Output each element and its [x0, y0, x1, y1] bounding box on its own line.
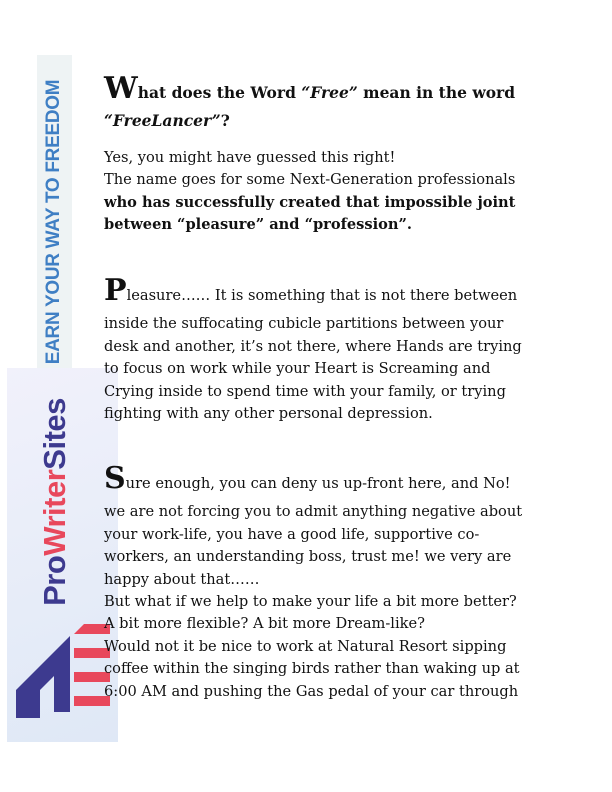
brand-logo-icon	[14, 612, 110, 724]
text-line: fighting with any other personal depression.	[104, 405, 433, 423]
brand-pro: Pro	[37, 555, 72, 606]
heading-free: “Free”	[301, 83, 358, 102]
text-line: Yes, you might have guessed this right!	[104, 149, 396, 166]
heading-freelancer: “FreeLancer”	[104, 111, 221, 130]
text-line: who has successfully created that impossible joint	[104, 193, 516, 211]
drop-cap: W	[104, 71, 138, 106]
heading-text: ?	[220, 111, 230, 130]
text-line: coffee within the singing birds rather than waking up at	[104, 660, 520, 678]
text-line: But what if we help to make your life a bit more better?	[104, 593, 517, 611]
text-line: ure enough, you can deny us up-front here, and No!	[125, 475, 511, 492]
drop-cap: P	[104, 273, 127, 308]
text-line: desk and another, it’s not there, where Hands are trying	[104, 337, 522, 355]
text-line: workers, an understanding boss, trust me! we very are	[104, 548, 512, 566]
intro-paragraph	[104, 147, 584, 237]
pleasure-paragraph	[104, 273, 584, 425]
text-line: we are not forcing you to admit anything negative about	[104, 503, 523, 521]
sure-paragraph	[104, 461, 584, 703]
text-line: between “pleasure” and “profession”.	[104, 216, 412, 234]
text-line: A bit more flexible? A bit more Dream-like?	[104, 615, 425, 633]
brand-writer: Writer	[37, 469, 72, 556]
text-line: to focus on work while your Heart is Screaming and	[104, 360, 491, 378]
text-line: 6:00 AM and pushing the Gas pedal of your car through	[104, 682, 519, 700]
text-line: Would not it be nice to work at Natural Resort sipping	[104, 637, 507, 655]
text-line: Crying inside to spend time with your family, or trying	[104, 382, 506, 400]
page-heading	[104, 71, 516, 130]
text-line: The name goes for some Next-Generation professionals	[104, 171, 516, 189]
text-line: your work-life, you have a good life, supportive co-	[104, 525, 480, 543]
brand-logo-text	[37, 398, 73, 606]
heading-text: hat does the Word	[137, 83, 302, 102]
heading-text: mean in the word	[357, 83, 516, 102]
text-line: inside the suffocating cubicle partitions between your	[104, 315, 504, 333]
text-line: leasure…… It is something that is not there between	[126, 287, 518, 304]
drop-cap: S	[104, 461, 126, 496]
brand-sites: Sites	[37, 398, 72, 470]
text-line: happy about that……	[104, 570, 260, 588]
sidebar-tagline: EARN YOUR WAY TO FREEDOM	[43, 79, 64, 365]
